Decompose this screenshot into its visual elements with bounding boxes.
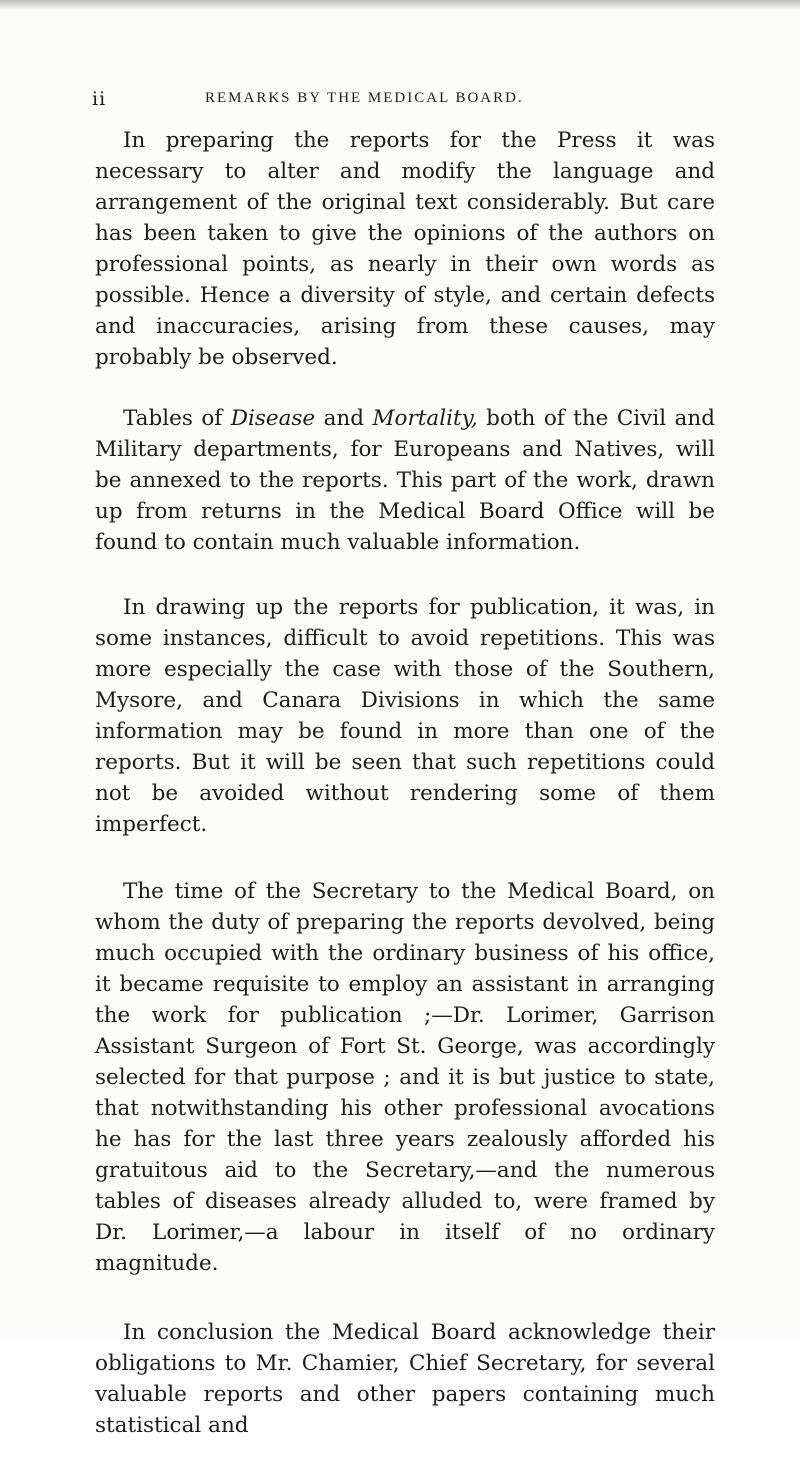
paragraph-press-reports: In preparing the reports for the Press it was necessary to alter and modify the language and arrangement of the original text considerably. But care has been taken to give the opinions of the authors on professional points, as nearly in their own words as possible. Hence a diversity of style, and certain defects and inaccuracies, arising from these causes, may probably be observed. bbox=[95, 128, 715, 370]
paragraph-tables-start: Tables of bbox=[123, 406, 231, 431]
paragraph-conclusion: In conclusion the Medical Board acknowledge their obligations to Mr. Chamier, Chief Secretary, for several valuable reports and other papers containing much statistical and bbox=[95, 1320, 715, 1438]
running-title: REMARKS BY THE MEDICAL BOARD. bbox=[205, 90, 524, 106]
paragraph-tables-disease: Disease bbox=[230, 406, 316, 431]
paragraph-tables-rest: both of the Civil and Military departments, for Europeans and Natives, will be annexed to the reports. This part of the work, drawn up from returns in the Medical Board Office will be found to contain much valuable information. bbox=[95, 406, 715, 555]
page-number: ii bbox=[92, 88, 107, 110]
page-top-edge bbox=[0, 0, 800, 10]
body-text bbox=[95, 125, 715, 1463]
paragraph-secretary: The time of the Secretary to the Medical Board, on whom the duty of preparing the reports devolved, being much occupied with the ordinary business of his office, it became requisite to employ an assistant in arranging the work for publication ;—Dr. Lorimer, Garrison Assistant Surgeon of Fort St. George, was accordingly selected for that purpose ; and it is but justice to state, that notwithstanding his other professional avocations he has for the last three years zealously afforded his gratuitous aid to the Secretary,—and the numerous tables of diseases already alluded to, were framed by Dr. Lorimer,—a labour in itself of no ordinary magnitude. bbox=[95, 879, 715, 1276]
paragraph-tables-mortality: Mortality, bbox=[372, 406, 478, 431]
paragraph-tables-and: and bbox=[315, 406, 373, 431]
page-header bbox=[0, 88, 800, 118]
paragraph-tables bbox=[95, 403, 715, 558]
paragraph-repetitions: In drawing up the reports for publication, it was, in some instances, difficult to avoid repetitions. This was more especially the case with those of the Southern, Mysore, and Canara Divisions in which the same information may be found in more than one of the reports. But it will be seen that such repetitions could not be avoided without rendering some of them imperfect. bbox=[95, 595, 715, 837]
